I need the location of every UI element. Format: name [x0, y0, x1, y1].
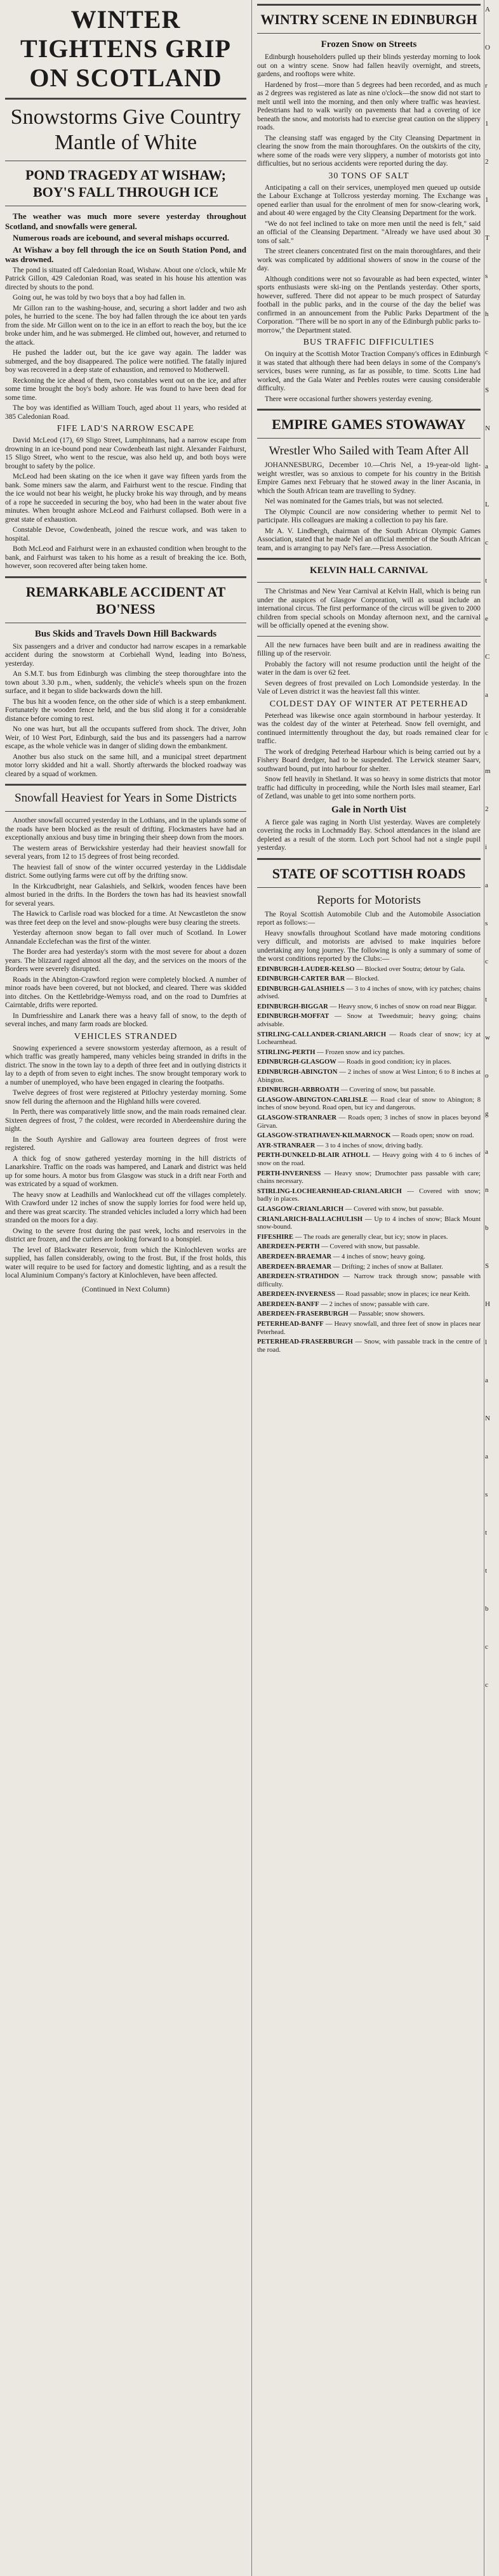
- body-paragraph: No one was hurt, but all the occupants suffered from shock. The driver, John Weir, of 10 West Port, Edinburgh, said the bus and its passengers had a narrow escape, as the whole vehicle was in danger of sliding down the embankment.: [5, 725, 246, 750]
- body-paragraph: Another snowfall occurred yesterday in the Lothians, and in the uplands some of the roads have been blocked as the result of drifting. Flockmasters have had an exceptionally anxious and busy time in bringing their sheep down from the moors.: [5, 817, 246, 842]
- divider: [5, 576, 246, 578]
- edge-fragment: 2: [485, 158, 489, 166]
- route-name: GLASGOW-ABINGTON-CARLISLE: [257, 1096, 368, 1104]
- route-name: ABERDEEN-FRASERBURGH: [257, 1311, 349, 1318]
- route-item: PERTH-INVERNESS — Heavy snow; Drumochter pass passable with care; chains necessary.: [257, 1170, 481, 1186]
- route-text: Passable; snow showers.: [358, 1311, 425, 1318]
- edge-fragment: H: [485, 1300, 490, 1308]
- divider: [257, 636, 481, 637]
- body-paragraph: He pushed the ladder out, but the ice gave way again. The ladder was submerged, and the boy disappeared. The police were notified. The fatally injured boy was recovered in a deep state of exhaustion, and removed to Motherwell.: [5, 349, 246, 374]
- edge-fragment: a: [485, 1453, 488, 1460]
- edge-fragment: a: [485, 1148, 488, 1156]
- edge-fragment: t: [485, 996, 488, 1003]
- route-name: GLASGOW-STRANRAER: [257, 1114, 336, 1121]
- route-text: 4 inches of snow; heavy going.: [342, 1253, 425, 1260]
- edge-fragment: i: [485, 843, 488, 851]
- body-paragraph: Roads in the Abington-Crawford region were completely blocked. A number of minor roads have been covered, but not blocked, and cleared. There was skidded into ditches. On the Kettlebridge-Wemyss road, and on the road to Dumfries at Cairntable, drifts were reported.: [5, 975, 246, 1009]
- column-one: [5, 3, 246, 1294]
- route-item: STIRLING-LOCHEARNHEAD-CRIANLARICH — Covered with snow; badly in places.: [257, 1187, 481, 1203]
- route-item: ABERDEEN-BRAEMAR — Drifting; 2 inches of snow at Ballater.: [257, 1263, 443, 1271]
- route-item: PETERHEAD-BANFF — Heavy snowfall, and three feet of snow in places near Peterhead.: [257, 1321, 481, 1336]
- route-name: CRIANLARICH-BALLACHULISH: [257, 1215, 363, 1223]
- route-text: Heavy snow; Drumochter pass passable with care; chains necessary.: [257, 1170, 481, 1186]
- body-paragraph: In Dumfriesshire and Lanark there was a heavy fall of snow, to the depth of several inches, and many farm roads are blocked.: [5, 1012, 246, 1028]
- body-paragraph: A thick fog of snow gathered yesterday morning in the hill districts of Lanarkshire. Traffic on the roads was hampered, and Lanark and district was held up for some hours. A motor bus from Glasgow was stuck in a drift near Forth and was extricated by a squad of workmen.: [5, 1154, 246, 1188]
- body-paragraph: Nel was nominated for the Games trials, but was not selected.: [265, 498, 444, 505]
- edge-fragment: t: [485, 1529, 488, 1536]
- body-paragraph: Snowing experienced a severe snowstorm yesterday afternoon, as a result of which traffic was greatly hampered, many vehicles being stranded in drifts in the district. The snow in the town lay to a depth of three feet and in outlying districts it lay to a depth of from seven to eight inches. The snow brought temporary work to a number of unemployed, who have been engaged in clearing the footpaths.: [5, 1044, 246, 1087]
- edge-fragment: t: [485, 577, 488, 585]
- edge-fragment: s: [485, 1491, 488, 1498]
- divider: [5, 784, 246, 786]
- body-paragraph: The street cleaners concentrated first on the main thoroughfares, and their work was complicated by additional showers of snow in the course of the day.: [257, 248, 481, 272]
- edge-fragment: c: [485, 539, 488, 546]
- route-text: Heavy snow, 6 inches of snow on road near Biggar.: [338, 1003, 477, 1010]
- body-paragraph: Mr Gillon ran to the washing-house, and, securing a short ladder and two ash poles, he hurried to the scene. The boy had fallen through the ice about ten yards from the side. Mr Gillon went on to the ice in an effort to reach the boy, but the ice broke under him, and he was submerged. He climbed out, however, and returned to the attack.: [5, 304, 246, 347]
- roads-deck: Reports for Motorists: [317, 893, 421, 907]
- route-item: ABERDEEN-INVERNESS — Road passable; snow in places; ice near Keith.: [257, 1291, 470, 1298]
- route-text: The roads are generally clear, but icy; snow in places.: [303, 1233, 448, 1241]
- route-text: Up to 4 inches of snow; Black Mount snow-bound.: [257, 1215, 481, 1231]
- stowaway-headline: EMPIRE GAMES STOWAWAY: [272, 416, 466, 432]
- route-name: EDINBURGH-ABINGTON: [257, 1069, 338, 1076]
- body-paragraph: An S.M.T. bus from Edinburgh was climbing the steep thoroughfare into the town about 3.30 p.m., when, suddenly, the vehicle's wheels spun on the frozen surface, and it began to slide backwards down the hill.: [5, 670, 246, 695]
- route-name: PERTH-INVERNESS: [257, 1170, 321, 1177]
- route-name: STIRLING-CALLANDER-CRIANLARICH: [257, 1031, 387, 1038]
- body-paragraph: In Perth, there was comparatively little snow, and the main roads remained clear. Sixteen degrees of frost, 7 the coldest, were recorded in Aberdeenshire during the night.: [5, 1108, 246, 1133]
- route-item: GLASGOW-STRANRAER — Roads open; 3 inches of snow in places beyond Girvan.: [257, 1114, 481, 1130]
- edge-fragment: l: [485, 1338, 488, 1346]
- body-paragraph: Probably the factory will not resume production until the height of the water in the dam is over 62 feet.: [257, 660, 481, 677]
- route-name: EDINBURGH-GALASHIELS: [257, 985, 345, 993]
- body-paragraph: Going out, he was told by two boys that a boy had fallen in.: [13, 294, 186, 301]
- body-paragraph: Mr A. V. Lindbergh, chairman of the South African Olympic Games Association, stated that he made Nel an official member of the South African team, and is arranging to pay Nel's fare.—Press Association.: [257, 527, 481, 552]
- roads-headline: STATE OF SCOTTISH ROADS: [272, 865, 466, 882]
- divider: [257, 558, 481, 560]
- lead-paragraph: The weather was much more severe yesterday throughout Scotland, and snowfalls were general.: [5, 211, 246, 231]
- edge-fragment: A: [485, 6, 490, 13]
- edge-fragment: c: [485, 1681, 488, 1689]
- body-paragraph: The Christmas and New Year Carnival at Kelvin Hall, which is being run under the auspices of Glasgow Corporation, will as usual include an international circus. The first performance of the circus will be given to 2000 children from special schools on Monday afternoon next, and the carnival will be officially opened at the evening show.: [257, 588, 481, 630]
- route-item: ABERDEEN-FRASERBURGH — Passable; snow showers.: [257, 1311, 425, 1318]
- deck-headline: Snowstorms Give Country Mantle of White: [10, 105, 241, 154]
- route-text: 2 inches of snow; passable with care.: [329, 1300, 429, 1308]
- edge-fragment: c: [485, 729, 488, 737]
- route-name: PETERHEAD-FRASERBURGH: [257, 1338, 353, 1346]
- route-name: ABERDEEN-BANFF: [257, 1300, 319, 1308]
- body-paragraph: The bus hit a wooden fence, on the other side of which is a steep embankment. Fortunately the wooden fence held, and the bus slid along it for a considerable distance before coming to rest.: [5, 697, 246, 723]
- body-paragraph: The Hawick to Carlisle road was blocked for a time. At Newcastleton the snow was three feet deep on the level and snow-ploughs were busy clearing the streets.: [5, 910, 246, 927]
- route-text: Covered with snow; badly in places.: [257, 1187, 481, 1203]
- column-two: [257, 3, 481, 1356]
- lead-paragraph-2: Numerous roads are icebound, and several mishaps occurred.: [13, 233, 230, 242]
- divider: [257, 858, 481, 860]
- body-paragraph: Another bus also stuck on the same hill, and a municipal street department motor lorry skidded and hit a wall. Shortly afterwards the blocked roadway was cleared by a squad of workmen.: [5, 753, 246, 778]
- route-text: Roads open; snow on road.: [401, 1132, 474, 1140]
- edge-fragment: N: [485, 1415, 490, 1422]
- edge-fragment: s: [485, 272, 488, 280]
- edge-fragment: c: [485, 348, 488, 356]
- body-paragraph: Constable Devoe, Cowdenbeath, joined the rescue work, and was taken to hospital.: [5, 526, 246, 543]
- route-item: FIFESHIRE — The roads are generally clear, but icy; snow in places.: [257, 1233, 448, 1241]
- scene-headline: WINTRY SCENE IN EDINBURGH: [260, 11, 477, 27]
- route-text: Road passable; snow in places; ice near Keith.: [345, 1291, 470, 1298]
- body-paragraph: Hardened by frost—more than 5 degrees had been recorded, and as much as 2 degrees was registered as late as nine o'clock—the snow did not start to melt until well into the morning, and then only where traffic was heaviest. Pedestrians had to walk warily on pavements that had a covering of ice beneath the snow, and motorists had to exercise great caution on the slippery roads.: [257, 81, 481, 131]
- boness-deck: Bus Skids and Travels Down Hill Backwards: [34, 628, 217, 639]
- column-rule: [251, 0, 252, 2576]
- route-text: Covered with snow, but passable.: [354, 1205, 444, 1213]
- route-name: ABERDEEN-BRAEMAR: [257, 1263, 332, 1271]
- edge-fragment: a: [485, 882, 488, 889]
- body-paragraph: Twelve degrees of frost were registered at Pitlochry yesterday morning. Some snow fell during the afternoon and the Highland hills were covered.: [5, 1089, 246, 1106]
- route-text: Roads clear of snow; icy at Lochearnhead.: [257, 1031, 481, 1047]
- divider: [257, 4, 481, 6]
- route-text: 3 to 4 inches of snow, with icy patches; chains advised.: [257, 985, 481, 1001]
- route-item: STIRLING-CALLANDER-CRIANLARICH — Roads clear of snow; icy at Lochearnhead.: [257, 1031, 481, 1047]
- body-paragraph: The heaviest fall of snow of the winter occurred yesterday in the Liddisdale district. Some outlying farms were cut off by the drifting snow.: [5, 863, 246, 880]
- edge-fragment: e: [485, 615, 488, 623]
- gale-heading: Gale in North Uist: [331, 804, 406, 815]
- route-name: PERTH-DUNKELD-BLAIR ATHOLL: [257, 1152, 370, 1159]
- route-item: EDINBURGH-CARTER BAR — Blocked.: [257, 975, 380, 983]
- pond-headline: POND TRAGEDY AT WISHAW; BOY'S FALL THROUGH ICE: [25, 167, 226, 200]
- edge-fragment: b: [485, 1605, 489, 1613]
- route-item: ABERDEEN-BANFF — 2 inches of snow; passable with care.: [257, 1300, 429, 1308]
- route-name: ABERDEEN-STRATHDON: [257, 1273, 339, 1281]
- boy-lead-paragraph: At Wishaw a boy fell through the ice on South Station Pond, and was drowned.: [5, 244, 246, 264]
- route-item: EDINBURGH-ABINGTON — 2 inches of snow at West Linton; 6 to 8 inches at Abington.: [257, 1069, 481, 1084]
- route-item: PERTH-DUNKELD-BLAIR ATHOLL — Heavy going with 4 to 6 inches of snow on the road.: [257, 1152, 481, 1167]
- edge-fragment: w: [485, 1034, 490, 1041]
- route-name: GLASGOW-STRATHAVEN-KILMARNOCK: [257, 1132, 391, 1140]
- route-text: 2 inches of snow at West Linton; 6 to 8 inches at Abington.: [257, 1069, 481, 1084]
- route-name: EDINBURGH-GLASGOW: [257, 1059, 336, 1066]
- bus-heading: BUS TRAFFIC DIFFICULTIES: [303, 338, 435, 347]
- edge-fragment: L: [485, 501, 489, 508]
- edge-fragment: g: [485, 1110, 489, 1118]
- divider: [257, 409, 481, 411]
- route-text: Heavy snowfall, and three feet of snow in places near Peterhead.: [257, 1321, 481, 1336]
- route-name: EDINBURGH-CARTER BAR: [257, 975, 345, 983]
- route-name: PETERHEAD-BANFF: [257, 1321, 324, 1328]
- edge-fragment: s: [485, 920, 488, 927]
- body-paragraph: The boy was identified as William Touch, aged about 11 years, who resided at 385 Caledonian Road.: [5, 404, 246, 421]
- route-name: ABERDEEN-PERTH: [257, 1243, 320, 1251]
- route-text: Narrow track through snow; passable with difficulty.: [257, 1273, 481, 1288]
- snow-headline: Snowfall Heaviest for Years in Some Districts: [15, 791, 237, 805]
- body-paragraph: Six passengers and a driver and conductor had narrow escapes in a remarkable accident during the snowstorm at Corbiehall Wynd, leading into Bo'ness, yesterday.: [5, 642, 246, 668]
- body-paragraph: On inquiry at the Scottish Motor Traction Company's offices in Edinburgh it was stated that although there had been delays in some of the Company's services, buses were running, as far as possible, to time. Scotts Line had worked, and the Gala Water and Peebles routes were causing considerable difficulty.: [257, 350, 481, 392]
- route-item: EDINBURGH-LAUDER-KELSO — Blocked over Soutra; detour by Gala.: [257, 965, 465, 973]
- divider: [257, 582, 481, 583]
- boness-headline: REMARKABLE ACCIDENT AT BO'NESS: [25, 583, 226, 617]
- route-item: GLASGOW-ABINGTON-CARLISLE — Road clear of snow to Abington; 8 inches of snow beyond. Road open, but icy and dangerous.: [257, 1096, 481, 1112]
- roads-intro: The Royal Scottish Automobile Club and the Automobile Association report as follows:—: [257, 910, 481, 927]
- body-paragraph: The pond is situated off Caledonian Road, Wishaw. About one o'clock, while Mr Patrick Gillon, 429 Caledonian Road, was seated in his house his attention was directed by shouts to the pond.: [5, 266, 246, 291]
- edge-fragment: S: [485, 1262, 489, 1270]
- body-paragraph: JOHANNESBURG, December 10.—Chris Nel, a 19-year-old light-weight wrestler, was so anxious to compete for his country in the British Empire Games next February that he stowed away in the liner Ascania, in which the South African team are travelling to Sydney.: [257, 461, 481, 495]
- body-paragraph: A fierce gale was raging in North Uist yesterday. Waves are completely covering the rocks in Lochmaddy Bay. School attendances in the island are depleted as a result of the storm. Loch port School had not a single pupil yesterday.: [257, 818, 481, 852]
- body-paragraph: Anticipating a call on their services, unemployed men queued up outside the Labour Exchange at Tollcross yesterday morning. The Exchange was opened earlier than usual for the enrolment of men for snow-clearing work, and about 40 were engaged by the City Cleansing Department for the work.: [257, 183, 481, 217]
- route-name: EDINBURGH-BIGGAR: [257, 1003, 328, 1010]
- body-paragraph: Although conditions were not so favourable as had been expected, winter sports enthusiasts were ski-ing on the Pentlands yesterday. Other sports, however, suffered. There did not appear to be much prospect of Saturday football in the public parks, and in the course of the day the belief was confirmed in an announcement from the Public Parks Department of the Corporation. "There will be no sport in any of the Edinburgh public parks to-morrow," the Department stated.: [257, 275, 481, 334]
- route-name: FIFESHIRE: [257, 1233, 294, 1241]
- edge-fragment: c: [485, 1643, 488, 1651]
- route-text: Blocked.: [355, 975, 380, 983]
- body-paragraph: The cleansing staff was engaged by the City Cleansing Department in clearing the snow from the main thoroughfares. On the outskirts of the city, where some of the roads were very slippery, a number of motorists got into difficulties, but no serious accidents were reported during the day.: [257, 134, 481, 168]
- body-paragraph: There were occasional further showers yesterday evening.: [265, 395, 433, 403]
- route-text: Covered with snow, but passable.: [329, 1243, 420, 1251]
- body-paragraph: In the Kirkcudbright, near Galashiels, and Selkirk, wooden fences have been almost buried in the drifts. In the Borders the town has had its heaviest snowfall for several years.: [5, 882, 246, 908]
- body-paragraph: Reckoning the ice ahead of them, two constables went out on the ice, and after some time brought the boy's body ashore. He was found to have been dead for some time.: [5, 376, 246, 402]
- edge-fragment: a: [485, 691, 488, 699]
- edge-fragment: o: [485, 1072, 489, 1080]
- route-item: GLASGOW-STRATHAVEN-KILMARNOCK — Roads open; snow on road.: [257, 1132, 474, 1140]
- body-paragraph: The Border area had yesterday's storm with the most severe for about a dozen years. The blizzard raged almost all the day, and the services on the moors of the Borders were severely disrupted.: [5, 948, 246, 973]
- route-item: CRIANLARICH-BALLACHULISH — Up to 4 inches of snow; Black Mount snow-bound.: [257, 1215, 481, 1231]
- route-item: EDINBURGH-ARBROATH — Covering of snow, but passable.: [257, 1087, 436, 1094]
- divider: [257, 887, 481, 888]
- stowaway-deck: Wrestler Who Sailed with Team After All: [269, 444, 469, 458]
- route-item: PETERHEAD-FRASERBURGH — Snow, with passable track in the centre of the road.: [257, 1338, 481, 1354]
- body-paragraph: David McLeod (17), 69 Sligo Street, Lumphinnans, had a narrow escape from drowning in an ice-bound pond near Cowdenbeath last night. Alexander Fairhurst, 15 Sligo Street, who went to the rescue, was also held up, and both boys were brought to safety by the police.: [5, 437, 246, 470]
- adjacent-column-fragment: [485, 0, 499, 2576]
- divider: [257, 33, 481, 34]
- route-text: Roads open; 3 inches of snow in places beyond Girvan.: [257, 1114, 481, 1130]
- body-paragraph: Yesterday afternoon snow began to fall over much of Scotland. In Lower Annandale Ecclefechan was the first of the winter.: [5, 929, 246, 946]
- edge-fragment: O: [485, 44, 490, 51]
- route-item: ABERDEEN-BRAEMAR — 4 inches of snow; heavy going.: [257, 1253, 425, 1260]
- body-paragraph: The work of dredging Peterhead Harbour which is being carried out by a Fishery Board dredger, had to be suspended. The Lerwick steamer Saarv, southward bound, put into harbour for shelter.: [257, 748, 481, 773]
- route-item: GLASGOW-CRIANLARICH — Covered with snow, but passable.: [257, 1205, 444, 1213]
- route-text: Frozen snow and icy patches.: [325, 1048, 405, 1056]
- divider: [5, 811, 246, 812]
- route-item: EDINBURGH-GALASHIELS — 3 to 4 inches of snow, with icy patches; chains advised.: [257, 985, 481, 1001]
- route-text: Covering of snow, but passable.: [349, 1087, 436, 1094]
- body-paragraph: The level of Blackwater Reservoir, from which the Kinlochleven works are supplied, has fallen considerably, owing to the frost. But, if the frost holds, this water will require to be used for factory and domestic lighting, and as a result the local Aluminium Company's factory at Kinlochleven, have been affected.: [5, 1246, 246, 1279]
- body-paragraph: "We do not feel inclined to take on more men until the need is felt," said an official of the Cleansing Department. "Already we have used about 30 tons of salt.": [257, 220, 481, 245]
- edge-fragment: C: [485, 653, 490, 661]
- route-name: ABERDEEN-BRAEMAR: [257, 1253, 332, 1260]
- body-paragraph: McLeod had been skating on the ice when it gave way fifteen yards from the bank. Some miners saw the alarm, and Fairhurst went to the rescue. Finding that the ice would not bear his weight, he plucky broke his way through, and by means of a rope he succeeded in securing the boy, who had been in the water about five minutes. When brought ashore McLeod and Fairhurst collapsed. Both were in a great state of exhaustion.: [5, 473, 246, 524]
- route-name: ABERDEEN-INVERNESS: [257, 1291, 336, 1298]
- body-paragraph: In the South Ayrshire and Galloway area fourteen degrees of frost were registered.: [5, 1135, 246, 1152]
- route-text: Roads in good condition; icy in places.: [346, 1059, 451, 1066]
- edge-fragment: S: [485, 386, 489, 394]
- edge-fragment: c: [485, 958, 488, 965]
- edge-fragment: m: [485, 767, 491, 775]
- route-item: AYR-STRANRAER — 3 to 4 inches of snow, driving badly.: [257, 1142, 423, 1149]
- body-paragraph: The heavy snow at Leadhills and Wanlockhead cut off the villages completely. With Crawford under 12 inches of snow the supply lorries for food were held up, and there was great scarcity. The stranded vehicles included a lorry which had been stranded on the moors for a day.: [5, 1191, 246, 1224]
- route-item: STIRLING-PERTH — Frozen snow and icy patches.: [257, 1048, 405, 1056]
- edge-fragment: b: [485, 1224, 489, 1232]
- divider: [257, 438, 481, 439]
- main-headline: WINTER TIGHTENS GRIP ON SCOTLAND: [20, 5, 231, 92]
- vehicles-heading: VEHICLES STRANDED: [74, 1031, 178, 1041]
- roads-paragraph: Heavy snowfalls throughout Scotland have made motoring conditions very difficult, and motorists are advised to make inquiries before undertaking any long journey. The following is only a summary of some of the worst conditions reported by the Clubs:—: [257, 929, 481, 963]
- route-text: Blocked over Soutra; detour by Gala.: [364, 965, 465, 973]
- edge-fragment: 1: [485, 120, 489, 128]
- body-paragraph: Seven degrees of frost prevailed on Loch Lomondside yesterday. In the Vale of Leven district it was the heaviest fall this winter.: [257, 679, 481, 696]
- edge-fragment: h: [485, 310, 489, 318]
- route-item: EDINBURGH-MOFFAT — Snow at Tweedsmuir; heavy going; chains advisable.: [257, 1013, 481, 1029]
- divider: [5, 98, 246, 100]
- edge-fragment: N: [485, 425, 490, 432]
- route-item: ABERDEEN-STRATHDON — Narrow track through snow; passable with difficulty.: [257, 1273, 481, 1288]
- body-paragraph: The western areas of Berwickshire yesterday had their heaviest snowfall for several years, from 12 to 15 degrees of frost being recorded.: [5, 844, 246, 861]
- salt-heading: 30 TONS OF SALT: [328, 171, 409, 181]
- route-item: ABERDEEN-PERTH — Covered with snow, but passable.: [257, 1243, 420, 1251]
- route-list: [257, 966, 481, 1355]
- route-name: STIRLING-LOCHEARNHEAD-CRIANLARICH: [257, 1187, 402, 1195]
- fife-heading: FIFE LAD'S NARROW ESCAPE: [57, 424, 195, 433]
- route-item: EDINBURGH-BIGGAR — Heavy snow, 6 inches of snow on road near Biggar.: [257, 1003, 477, 1010]
- route-text: Snow at Tweedsmuir; heavy going; chains advisable.: [257, 1013, 481, 1029]
- body-paragraph: Edinburgh householders pulled up their blinds yesterday morning to look out on a wintry scene. Snow had fallen heavily overnight, and streets, gardens, and rooftops were white.: [257, 53, 481, 78]
- route-item: EDINBURGH-GLASGOW — Roads in good condition; icy in places.: [257, 1059, 451, 1066]
- body-paragraph: Both McLeod and Fairhurst were in an exhausted condition when brought to the bank, and Fairhurst was taken to his home as a result of breaking the ice. Both, however, soon recovered after being taken home.: [5, 545, 246, 570]
- route-text: Heavy going with 4 to 6 inches of snow on the road.: [257, 1152, 481, 1167]
- body-paragraph: Owing to the severe frost during the past week, lochs and reservoirs in the district are frozen, and the curlers are looking forward to a bonspiel.: [5, 1227, 246, 1243]
- edge-fragment: T: [485, 234, 489, 242]
- edge-fragment: r: [485, 82, 488, 89]
- body-paragraph: Snow fell heavily in Shetland. It was so heavy in some districts that motor traffic had difficulty in proceeding, while the North Isles mail steamer, Earl of Zetland, was unable to get into some northern ports.: [257, 776, 481, 800]
- route-text: 3 to 4 inches of snow, driving badly.: [325, 1142, 423, 1149]
- peterhead-headline: COLDEST DAY OF WINTER AT PETERHEAD: [269, 699, 469, 709]
- scene-deck: Frozen Snow on Streets: [321, 39, 417, 50]
- edge-fragment: a: [485, 463, 488, 470]
- route-name: EDINBURGH-ARBROATH: [257, 1087, 340, 1094]
- kelvin-headline: KELVIN HALL CARNIVAL: [310, 565, 428, 576]
- route-name: AYR-STRANRAER: [257, 1142, 316, 1149]
- edge-fragment: n: [485, 1186, 489, 1194]
- route-text: Drifting; 2 inches of snow at Ballater.: [342, 1263, 443, 1271]
- edge-fragment: 1: [485, 196, 489, 204]
- route-name: EDINBURGH-LAUDER-KELSO: [257, 965, 355, 973]
- body-paragraph: Peterhead was likewise once again stormbound in harbour yesterday. It was the coldest day of the winter at Peterhead. Snow fell overnight, and continued intermittently throughout the day, but roads remained clear for traffic.: [257, 711, 481, 745]
- edge-fragment: 2: [485, 805, 489, 813]
- continued-note: (Continued in Next Column): [81, 1284, 170, 1293]
- route-name: EDINBURGH-MOFFAT: [257, 1013, 329, 1020]
- body-paragraph: The Olympic Council are now considering whether to permit Nel to participate. His colleagues are making a collection to pay his fare.: [257, 508, 481, 524]
- body-paragraph: All the new furnaces have been built and are in readiness awaiting the filling up of the reservoir.: [257, 641, 481, 657]
- route-name: GLASGOW-CRIANLARICH: [257, 1205, 344, 1213]
- route-text: Road clear of snow to Abington; 8 inches of snow beyond. Road open, but icy and dangerous.: [257, 1096, 481, 1112]
- route-text: Snow, with passable track in the centre of the road.: [257, 1338, 481, 1354]
- route-name: STIRLING-PERTH: [257, 1048, 316, 1056]
- edge-fragment: t: [485, 1567, 488, 1575]
- edge-fragment: a: [485, 1377, 488, 1384]
